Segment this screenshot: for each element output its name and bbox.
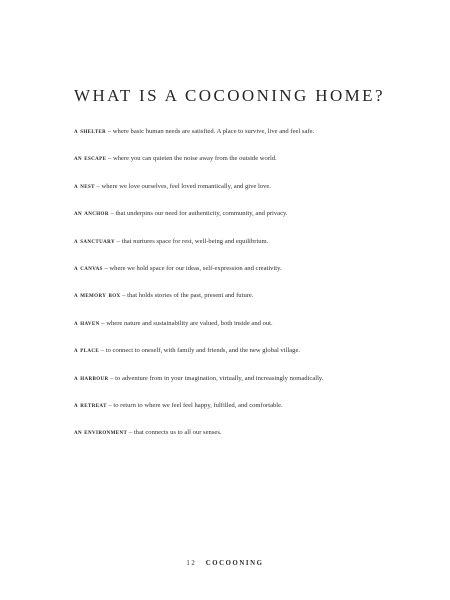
definition-entry-haven <box>74 319 414 346</box>
definition-entry-nest <box>74 182 414 209</box>
definition-entry-harbour <box>74 374 414 401</box>
definition-text: – to connect to oneself, with family and friends, and the new global village. <box>99 347 301 355</box>
definition-entry-canvas <box>74 264 414 291</box>
definition-text: – that connects us to all our senses. <box>127 429 222 437</box>
definition-text: – that nurtures space for rest, well-being and equilibrium. <box>115 237 269 245</box>
definition-term: an environment <box>74 428 128 437</box>
definition-term: a harbour <box>74 373 109 382</box>
definition-entry-sanctuary <box>74 237 414 264</box>
page-footer <box>0 560 450 567</box>
page-number: 12 <box>186 560 197 567</box>
definition-text: – where nature and sustainability are valued, both inside and out. <box>99 319 273 327</box>
definition-term: a haven <box>74 318 100 327</box>
definition-term: a nest <box>74 181 95 190</box>
definition-text: – where we hold space for our ideas, self-expression and creativity. <box>102 264 282 272</box>
definition-list <box>74 127 414 456</box>
definition-text: – to adventure from in your imagination, virtually, and increasingly nomadically. <box>108 374 324 382</box>
definition-term: a retreat <box>74 400 107 409</box>
definition-text: – to return to where we feel feel happy, fulfilled, and comfortable. <box>106 401 283 409</box>
definition-text: – that holds stories of the past, present and future. <box>120 292 254 300</box>
definition-term: an escape <box>74 154 107 163</box>
definition-entry-place <box>74 346 414 373</box>
definition-entry-escape <box>74 154 414 181</box>
definition-entry-environment <box>74 428 414 455</box>
definition-entry-anchor <box>74 209 414 236</box>
definition-text: – that underpins our need for authenticity, community, and privacy. <box>108 210 288 218</box>
page-title: WHAT IS A COCOONING HOME? <box>74 86 385 105</box>
definition-text: – where basic human needs are satisfied. A place to survive, live and feel safe. <box>106 128 315 135</box>
definition-term: a canvas <box>74 263 103 272</box>
definition-entry-shelter <box>74 127 414 154</box>
definition-term: a place <box>74 346 100 355</box>
definition-entry-memory-box <box>74 291 414 318</box>
definition-text: – where you can quieten the noise away from the outside world. <box>106 155 277 163</box>
running-head: COCOONING <box>205 560 264 567</box>
definition-term: an anchor <box>74 209 109 218</box>
definition-term: a shelter <box>74 127 107 135</box>
definition-term: a sanctuary <box>74 236 116 245</box>
definition-term: a memory box <box>74 291 121 300</box>
definition-text: – where we love ourselves, feel loved romantically, and give love. <box>94 182 271 190</box>
definition-entry-retreat <box>74 401 414 428</box>
